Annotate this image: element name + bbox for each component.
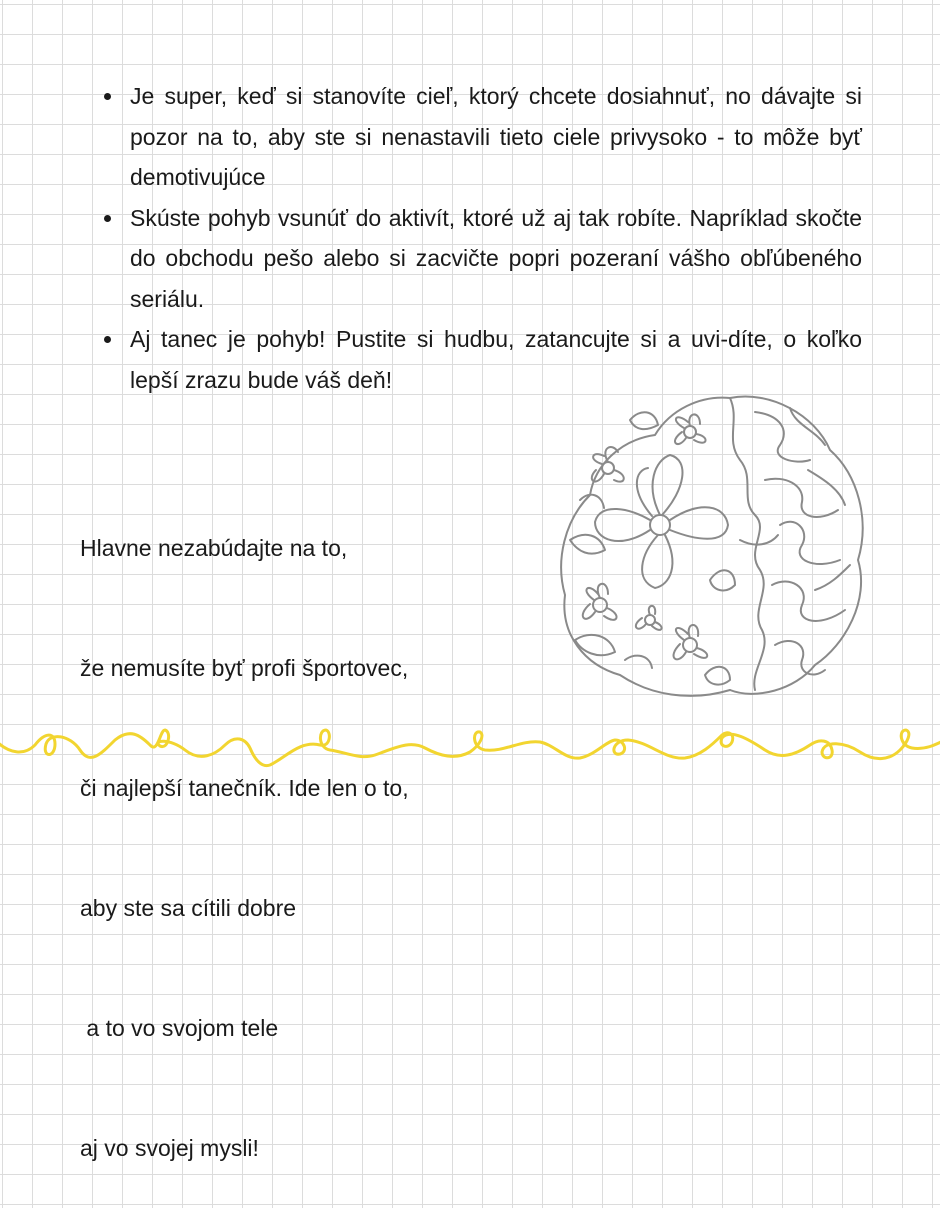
bullet-dot: [104, 215, 111, 222]
tip-text: Aj tanec je pohyb! Pustite si hudbu, zatancujte si a uvi-díte, o koľko lepší zrazu bude váš deň!: [130, 326, 862, 393]
bullet-dot: [104, 93, 111, 100]
closing-line: Hlavne nezabúdajte na to,: [80, 535, 348, 561]
tips-list: [100, 76, 862, 400]
brain-flowers-icon: [540, 390, 865, 705]
bullet-dot: [104, 336, 111, 343]
tip-item: [100, 319, 862, 400]
tip-item: [100, 198, 862, 320]
brain-half: [730, 397, 863, 694]
closing-line: aby ste sa cítili dobre: [80, 895, 297, 921]
tip-text: Je super, keď si stanovíte cieľ, ktorý chcete dosiahnuť, no dávajte si pozor na to, aby ste si nenastavili tieto ciele privysoko - to môže byť demotivujúce: [130, 83, 862, 190]
closing-line: či najlepší tanečník. Ide len o to,: [80, 775, 409, 801]
closing-message: [80, 448, 540, 1208]
closing-line: aj vo svojej mysli!: [80, 1135, 259, 1161]
tip-text: Skúste pohyb vsunúť do aktivít, ktoré už aj tak robíte. Napríklad skočte do obchodu pešo alebo si zacvičte popri pozeraní vášho obľúbeného seriálu.: [130, 204, 862, 312]
tip-item: [100, 76, 862, 198]
closing-line: že nemusíte byť profi športovec,: [80, 655, 409, 681]
closing-line: a to vo svojom tele: [80, 1015, 279, 1041]
flower-cluster: [561, 398, 735, 696]
squiggle-border: [0, 710, 940, 788]
